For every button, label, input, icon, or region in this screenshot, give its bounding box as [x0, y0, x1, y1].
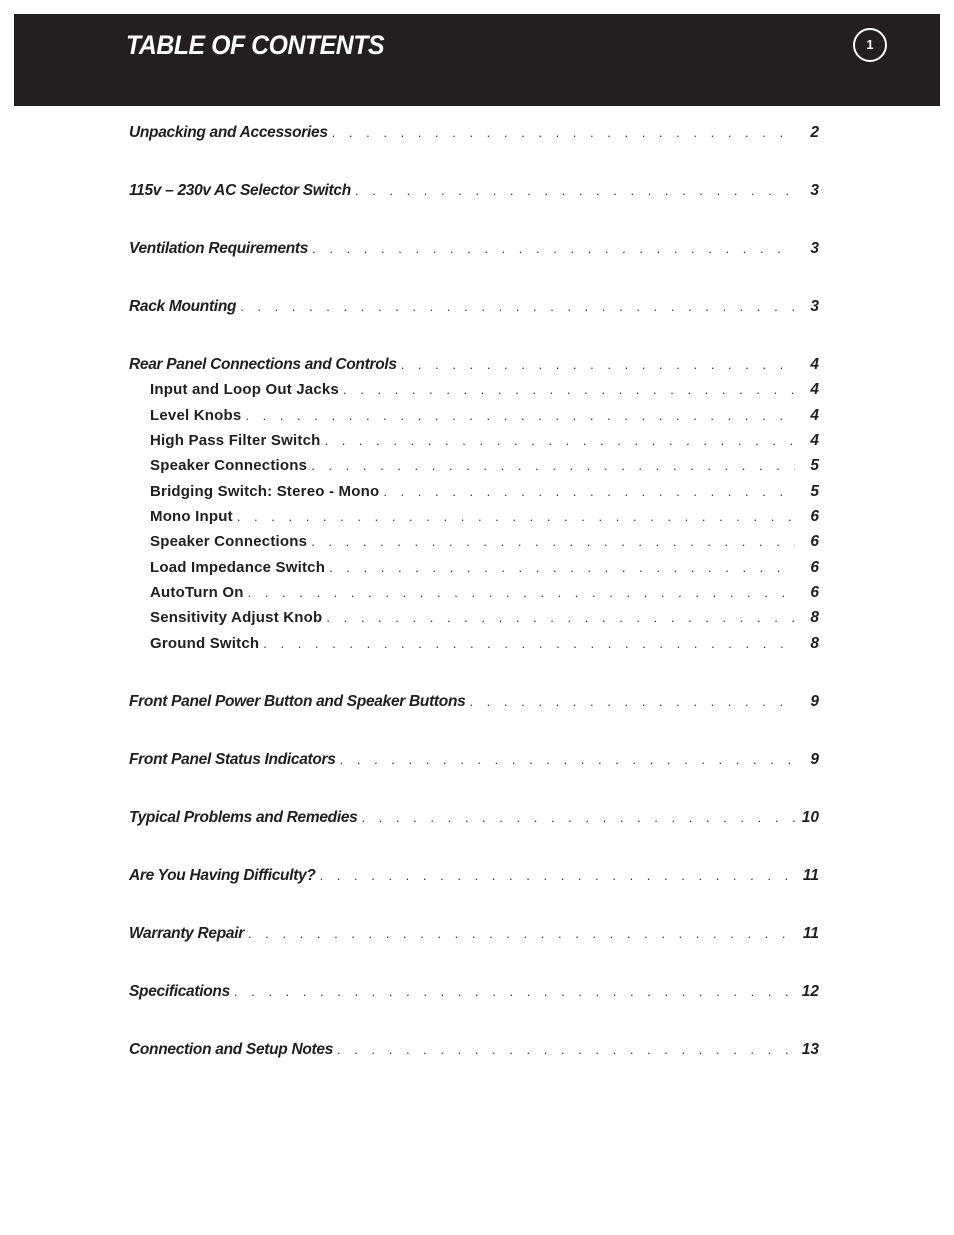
toc-entry-page: 3: [810, 298, 819, 315]
toc-entry-page: 6: [810, 584, 819, 601]
dot-leader: [343, 382, 795, 397]
toc-entry-label: High Pass Filter Switch: [150, 432, 321, 449]
dot-leader: [311, 534, 795, 549]
toc-entry-label: Ventilation Requirements: [129, 240, 309, 257]
toc-entry-page: 8: [810, 635, 819, 652]
toc-entry[interactable]: [129, 983, 819, 1005]
toc-subentry[interactable]: [150, 533, 819, 555]
toc-entry[interactable]: [129, 1041, 819, 1063]
toc-entry-page: 11: [802, 867, 819, 884]
toc-entry-page: 12: [801, 983, 819, 1000]
dot-leader: [337, 1042, 795, 1057]
toc-entry[interactable]: [129, 925, 819, 947]
toc-entry-label: Rear Panel Connections and Controls: [129, 356, 397, 373]
toc-entry-label: Rack Mounting: [129, 298, 237, 315]
toc-subentry[interactable]: [150, 407, 819, 429]
toc-entry-label: Input and Loop Out Jacks: [150, 381, 339, 398]
toc-entry-page: 6: [810, 533, 819, 550]
dot-leader: [245, 408, 795, 423]
toc-entry-page: 2: [810, 124, 819, 141]
toc-subentry[interactable]: [150, 584, 819, 606]
dot-leader: [234, 984, 795, 999]
toc-entry-label: Level Knobs: [150, 407, 242, 424]
dot-leader: [311, 458, 795, 473]
toc-entry-page: 13: [801, 1041, 819, 1058]
toc-entry-page: 9: [810, 751, 819, 768]
dot-leader: [326, 610, 795, 625]
dot-leader: [324, 433, 795, 448]
toc-entry-label: Speaker Connections: [150, 457, 308, 474]
toc-entry[interactable]: [129, 867, 819, 889]
toc-entry[interactable]: [129, 298, 819, 320]
toc-entry-label: 115v – 230v AC Selector Switch: [129, 182, 351, 199]
toc-entry-label: Unpacking and Accessories: [129, 124, 328, 141]
toc-entry-label: Bridging Switch: Stereo - Mono: [150, 483, 380, 500]
toc-entry-label: Speaker Connections: [150, 533, 308, 550]
toc-subentry[interactable]: [150, 559, 819, 581]
dot-leader: [248, 926, 795, 941]
dot-leader: [469, 694, 795, 709]
toc-entry-page: 4: [810, 381, 819, 398]
toc-entry-page: 3: [810, 182, 819, 199]
dot-leader: [320, 868, 795, 883]
toc-entry[interactable]: [129, 809, 819, 831]
toc-entry[interactable]: [129, 182, 819, 204]
toc-entry-page: 6: [810, 508, 819, 525]
toc-entry-label: Front Panel Status Indicators: [129, 751, 336, 768]
toc-entry-page: 6: [810, 559, 819, 576]
toc-entry-page: 3: [810, 240, 819, 257]
toc-subentry[interactable]: [150, 508, 819, 530]
toc-subentry[interactable]: [150, 432, 819, 454]
dot-leader: [237, 509, 795, 524]
dot-leader: [332, 125, 795, 140]
dot-leader: [263, 636, 795, 651]
toc-entry[interactable]: [129, 240, 819, 262]
toc-subentry[interactable]: [150, 609, 819, 631]
dot-leader: [383, 484, 795, 499]
toc-entry[interactable]: [129, 693, 819, 715]
toc-subentry[interactable]: [150, 483, 819, 505]
dot-leader: [401, 357, 795, 372]
toc-subentry[interactable]: [150, 635, 819, 657]
dot-leader: [355, 183, 795, 198]
page-number-badge: 1: [853, 28, 887, 62]
toc-entry-label: Load Impedance Switch: [150, 559, 326, 576]
toc-entry-label: Ground Switch: [150, 635, 260, 652]
toc-subentry[interactable]: [150, 381, 819, 403]
toc-entry-page: 8: [810, 609, 819, 626]
toc-entry-page: 11: [802, 925, 819, 942]
toc-entry-label: Front Panel Power Button and Speaker Buttons: [129, 693, 466, 710]
toc-entry[interactable]: [129, 751, 819, 773]
toc-entry-label: AutoTurn On: [150, 584, 244, 601]
toc-entry-page: 10: [801, 809, 819, 826]
toc-entry[interactable]: [129, 356, 819, 378]
toc-entry-label: Mono Input: [150, 508, 233, 525]
toc-entry-page: 4: [810, 356, 819, 373]
dot-leader: [240, 299, 795, 314]
toc-entry[interactable]: [129, 124, 819, 146]
toc-entry-label: Typical Problems and Remedies: [129, 809, 358, 826]
toc-entry-label: Warranty Repair: [129, 925, 244, 942]
toc-entry-label: Connection and Setup Notes: [129, 1041, 334, 1058]
toc-entry-page: 5: [810, 457, 819, 474]
dot-leader: [361, 810, 795, 825]
toc-entry-page: 9: [810, 693, 819, 710]
dot-leader: [248, 585, 795, 600]
toc-entry-label: Specifications: [129, 983, 230, 1000]
toc-subentry[interactable]: [150, 457, 819, 479]
toc-entry-label: Are You Having Difficulty?: [129, 867, 316, 884]
dot-leader: [340, 752, 795, 767]
dot-leader: [329, 560, 795, 575]
toc-entry-page: 4: [810, 432, 819, 449]
page-title: TABLE OF CONTENTS: [126, 30, 385, 60]
toc-entry-page: 5: [810, 483, 819, 500]
dot-leader: [312, 241, 795, 256]
toc-entry-page: 4: [810, 407, 819, 424]
toc-entry-label: Sensitivity Adjust Knob: [150, 609, 323, 626]
